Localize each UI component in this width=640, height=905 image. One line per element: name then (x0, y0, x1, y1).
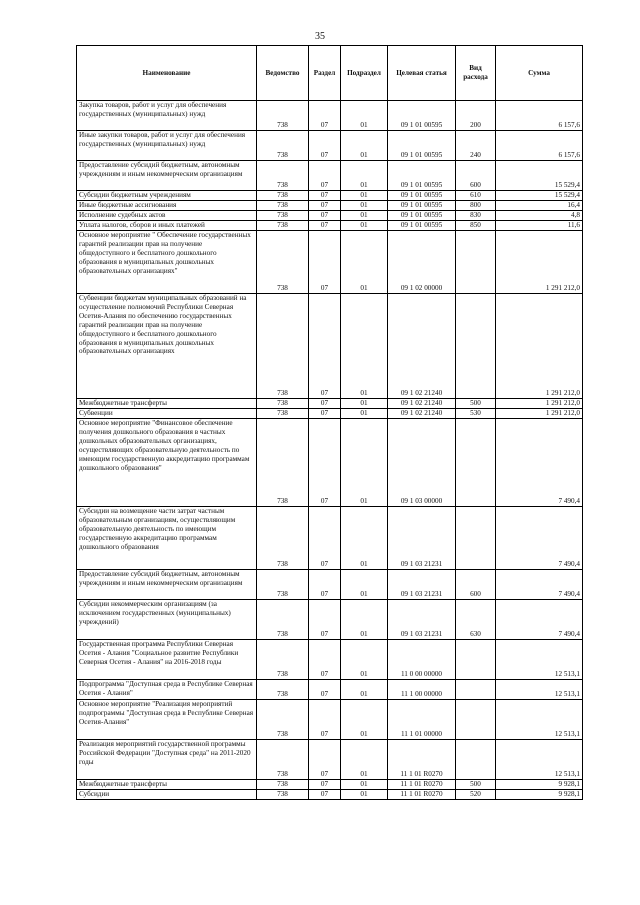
cell-subsection: 01 (341, 419, 388, 507)
table-row (77, 294, 583, 399)
cell-dept: 738 (257, 211, 309, 221)
cell-section: 07 (309, 600, 341, 640)
table-body (77, 101, 583, 800)
table-row (77, 231, 583, 294)
cell-section: 07 (309, 221, 341, 231)
cell-expense-type: 200 (456, 101, 496, 131)
cell-sum: 6 157,6 (496, 101, 583, 131)
cell-subsection: 01 (341, 294, 388, 399)
cell-name: Межбюджетные трансферты (77, 399, 257, 409)
table-row (77, 790, 583, 800)
cell-expense-type: 800 (456, 201, 496, 211)
col-header-dept: Ведомство (257, 46, 309, 101)
cell-target: 11 1 01 R0270 (388, 740, 456, 780)
cell-expense-type (456, 507, 496, 570)
table-row (77, 419, 583, 507)
cell-subsection: 01 (341, 507, 388, 570)
cell-sum: 9 928,1 (496, 790, 583, 800)
cell-expense-type: 500 (456, 399, 496, 409)
cell-section: 07 (309, 409, 341, 419)
cell-expense-type (456, 640, 496, 680)
col-header-target: Целевая статья (388, 46, 456, 101)
table-row (77, 507, 583, 570)
col-header-section: Раздел (309, 46, 341, 101)
cell-dept: 738 (257, 700, 309, 740)
cell-target: 09 1 01 00595 (388, 161, 456, 191)
cell-section: 07 (309, 101, 341, 131)
cell-section: 07 (309, 700, 341, 740)
cell-target: 09 1 01 00595 (388, 191, 456, 201)
cell-target: 09 1 02 21240 (388, 294, 456, 399)
cell-expense-type (456, 740, 496, 780)
table-row (77, 101, 583, 131)
cell-sum: 12 513,1 (496, 640, 583, 680)
table-row (77, 409, 583, 419)
cell-name: Основное мероприятие "Реализация мероприятий подпрограммы "Доступная среда в Республике Северная Осетия-Алания" (77, 700, 257, 740)
cell-target: 09 1 03 00000 (388, 419, 456, 507)
cell-name: Закупка товаров, работ и услуг для обеспечения государственных (муниципальных) нужд (77, 101, 257, 131)
cell-subsection: 01 (341, 191, 388, 201)
cell-dept: 738 (257, 409, 309, 419)
col-header-subsection: Подраздел (341, 46, 388, 101)
cell-name: Уплата налогов, сборов и иных платежей (77, 221, 257, 231)
cell-sum: 1 291 212,0 (496, 231, 583, 294)
cell-expense-type: 240 (456, 131, 496, 161)
cell-expense-type: 600 (456, 161, 496, 191)
cell-sum: 6 157,6 (496, 131, 583, 161)
cell-name: Государственная программа Республики Северная Осетия - Алания "Социальное развитие Республики Северная Осетия - Алания" на 2016-2018 годы (77, 640, 257, 680)
cell-target: 09 1 01 00595 (388, 221, 456, 231)
cell-name: Основное мероприятие " Обеспечение государственных гарантий реализации прав на получение общедоступного и бесплатного дошкольного образования в муниципальных дошкольных образовательных организациях" (77, 231, 257, 294)
cell-section: 07 (309, 740, 341, 780)
cell-target: 09 1 01 00595 (388, 131, 456, 161)
table-row (77, 221, 583, 231)
cell-target: 09 1 03 21231 (388, 507, 456, 570)
cell-section: 07 (309, 680, 341, 700)
page-number: 35 (315, 31, 325, 42)
cell-subsection: 01 (341, 600, 388, 640)
cell-expense-type: 610 (456, 191, 496, 201)
cell-section: 07 (309, 131, 341, 161)
table-row (77, 399, 583, 409)
cell-name: Иные закупки товаров, работ и услуг для обеспечения государственных (муниципальных) нужд (77, 131, 257, 161)
cell-dept: 738 (257, 740, 309, 780)
table-row (77, 211, 583, 221)
table-header-row (77, 46, 583, 101)
cell-dept: 738 (257, 101, 309, 131)
cell-section: 07 (309, 201, 341, 211)
cell-dept: 738 (257, 780, 309, 790)
cell-sum: 4,8 (496, 211, 583, 221)
table-row (77, 131, 583, 161)
cell-target: 11 1 01 R0270 (388, 790, 456, 800)
cell-subsection: 01 (341, 221, 388, 231)
cell-target: 11 1 01 R0270 (388, 780, 456, 790)
cell-name: Субвенции бюджетам муниципальных образований на осуществление полномочий Республики Северная Осетия-Алания по обеспечению государственных гарантий реализации прав на получение общедоступного и бесплатного дошкольного образования в муниципальных дошкольных образовательных организациях (77, 294, 257, 399)
cell-section: 07 (309, 399, 341, 409)
cell-name: Предоставление субсидий бюджетным, автономным учреждениям и иным некоммерческим организациям (77, 570, 257, 600)
cell-sum: 1 291 212,0 (496, 399, 583, 409)
cell-dept: 738 (257, 221, 309, 231)
cell-name: Иные бюджетные ассигнования (77, 201, 257, 211)
cell-expense-type: 530 (456, 409, 496, 419)
cell-expense-type: 830 (456, 211, 496, 221)
table-row (77, 191, 583, 201)
cell-expense-type: 850 (456, 221, 496, 231)
cell-expense-type (456, 680, 496, 700)
cell-subsection: 01 (341, 780, 388, 790)
cell-target: 09 1 01 00595 (388, 201, 456, 211)
cell-target: 09 1 03 21231 (388, 600, 456, 640)
cell-section: 07 (309, 790, 341, 800)
cell-section: 07 (309, 191, 341, 201)
cell-subsection: 01 (341, 640, 388, 680)
cell-dept: 738 (257, 161, 309, 191)
cell-sum: 12 513,1 (496, 700, 583, 740)
cell-sum: 11,6 (496, 221, 583, 231)
cell-subsection: 01 (341, 161, 388, 191)
table-row (77, 600, 583, 640)
cell-name: Субсидии (77, 790, 257, 800)
cell-name: Субвенции (77, 409, 257, 419)
cell-section: 07 (309, 507, 341, 570)
cell-dept: 738 (257, 231, 309, 294)
cell-dept: 738 (257, 790, 309, 800)
cell-name: Основное мероприятие "Финансовое обеспечение получения дошкольного образования в частных дошкольных образовательных организациях, осуществляющих образовательную деятельность по имеющим государственную аккредитацию программам дошкольного образования" (77, 419, 257, 507)
cell-dept: 738 (257, 131, 309, 161)
cell-subsection: 01 (341, 700, 388, 740)
budget-table (76, 45, 583, 800)
table-row (77, 680, 583, 700)
cell-sum: 7 490,4 (496, 419, 583, 507)
cell-subsection: 01 (341, 201, 388, 211)
col-header-expense-type: Вид расхода (456, 46, 496, 101)
cell-dept: 738 (257, 570, 309, 600)
cell-section: 07 (309, 780, 341, 790)
cell-dept: 738 (257, 507, 309, 570)
table-row (77, 570, 583, 600)
cell-section: 07 (309, 211, 341, 221)
cell-target: 09 1 02 21240 (388, 409, 456, 419)
cell-section: 07 (309, 419, 341, 507)
cell-name: Предоставление субсидий бюджетным, автономным учреждениям и иным некоммерческим организациям (77, 161, 257, 191)
cell-expense-type (456, 419, 496, 507)
cell-name: Субсидии на возмещение части затрат частным образовательным организациям, осуществляющим образовательную деятельность по имеющим государственную аккредитацию программам дошкольного образования (77, 507, 257, 570)
cell-expense-type (456, 231, 496, 294)
table-row (77, 161, 583, 191)
cell-sum: 1 291 212,0 (496, 409, 583, 419)
cell-sum: 7 490,4 (496, 600, 583, 640)
cell-subsection: 01 (341, 790, 388, 800)
cell-name: Реализация мероприятий государственной программы Российской Федерации "Доступная среда" на 2011-2020 годы (77, 740, 257, 780)
cell-subsection: 01 (341, 680, 388, 700)
cell-section: 07 (309, 640, 341, 680)
cell-expense-type: 520 (456, 790, 496, 800)
cell-sum: 1 291 212,0 (496, 294, 583, 399)
cell-expense-type: 600 (456, 570, 496, 600)
cell-dept: 738 (257, 640, 309, 680)
table-row (77, 740, 583, 780)
cell-target: 09 1 01 00595 (388, 101, 456, 131)
cell-dept: 738 (257, 294, 309, 399)
cell-target: 09 1 02 21240 (388, 399, 456, 409)
table-row (77, 640, 583, 680)
cell-sum: 12 513,1 (496, 680, 583, 700)
cell-expense-type: 500 (456, 780, 496, 790)
col-header-sum: Сумма (496, 46, 583, 101)
cell-sum: 7 490,4 (496, 570, 583, 600)
cell-dept: 738 (257, 680, 309, 700)
table-row (77, 780, 583, 790)
table-row (77, 201, 583, 211)
col-header-name: Наименование (77, 46, 257, 101)
cell-subsection: 01 (341, 399, 388, 409)
cell-dept: 738 (257, 191, 309, 201)
cell-section: 07 (309, 570, 341, 600)
cell-name: Субсидии бюджетным учреждениям (77, 191, 257, 201)
cell-subsection: 01 (341, 570, 388, 600)
cell-target: 11 0 00 00000 (388, 640, 456, 680)
cell-subsection: 01 (341, 131, 388, 161)
cell-section: 07 (309, 161, 341, 191)
cell-dept: 738 (257, 201, 309, 211)
cell-target: 11 1 01 00000 (388, 700, 456, 740)
cell-sum: 12 513,1 (496, 740, 583, 780)
cell-sum: 15 529,4 (496, 191, 583, 201)
cell-expense-type (456, 700, 496, 740)
cell-sum: 15 529,4 (496, 161, 583, 191)
cell-name: Исполнение судебных актов (77, 211, 257, 221)
cell-subsection: 01 (341, 231, 388, 294)
cell-target: 09 1 01 00595 (388, 211, 456, 221)
cell-subsection: 01 (341, 409, 388, 419)
cell-sum: 16,4 (496, 201, 583, 211)
cell-target: 09 1 02 00000 (388, 231, 456, 294)
cell-sum: 9 928,1 (496, 780, 583, 790)
cell-sum: 7 490,4 (496, 507, 583, 570)
cell-dept: 738 (257, 399, 309, 409)
cell-target: 11 1 00 00000 (388, 680, 456, 700)
cell-subsection: 01 (341, 211, 388, 221)
cell-expense-type: 630 (456, 600, 496, 640)
cell-expense-type (456, 294, 496, 399)
cell-target: 09 1 03 21231 (388, 570, 456, 600)
cell-section: 07 (309, 231, 341, 294)
cell-dept: 738 (257, 600, 309, 640)
cell-name: Межбюджетные трансферты (77, 780, 257, 790)
cell-name: Подпрограмма "Доступная среда в Республике Северная Осетия - Алания" (77, 680, 257, 700)
cell-section: 07 (309, 294, 341, 399)
cell-name: Субсидии некоммерческим организациям (за исключением государственных (муниципальных) учреждений) (77, 600, 257, 640)
cell-subsection: 01 (341, 101, 388, 131)
table-row (77, 700, 583, 740)
cell-dept: 738 (257, 419, 309, 507)
cell-subsection: 01 (341, 740, 388, 780)
